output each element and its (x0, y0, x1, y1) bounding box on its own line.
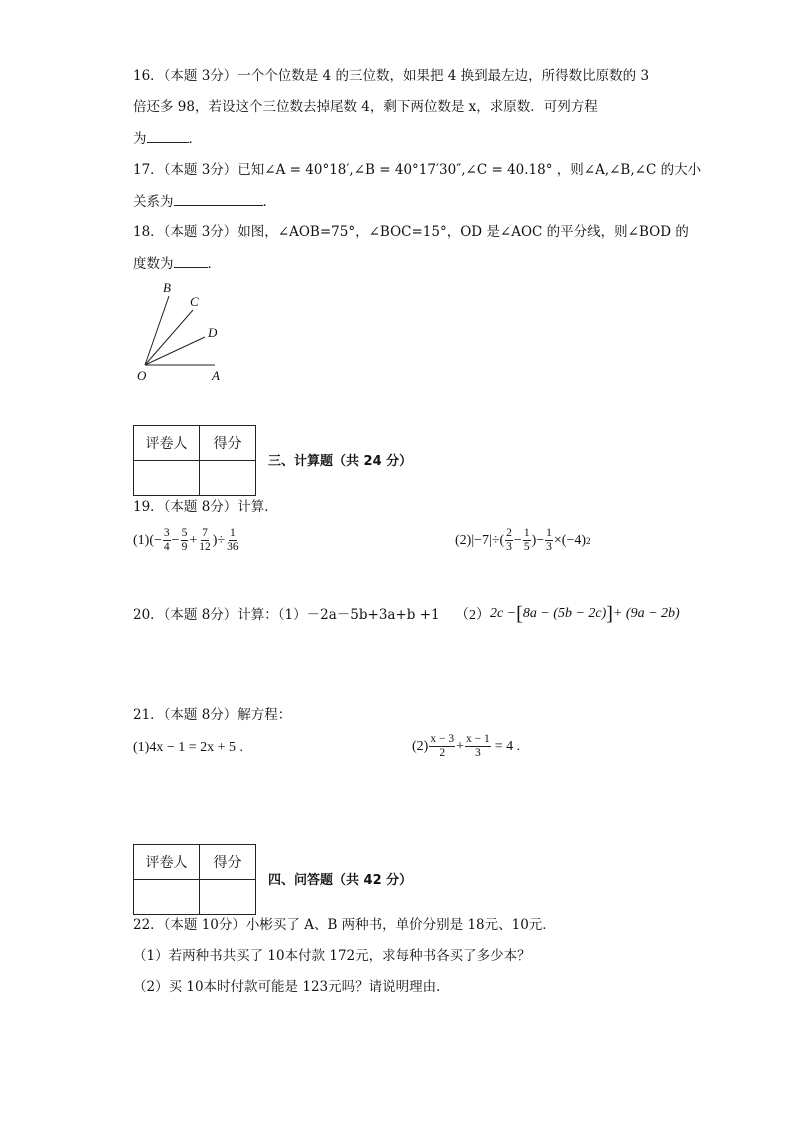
fraction: $\frac{1}{36}$ (227, 527, 239, 553)
label-d: D (208, 325, 218, 340)
q18-answer-blank (174, 253, 208, 268)
label-b: B (163, 280, 171, 295)
label-a: A (212, 368, 220, 383)
q21-p2-label: (2) (412, 738, 429, 754)
q21-p2-tail: = 4 . (494, 738, 521, 754)
ray-oc (145, 310, 193, 365)
q18-line2-prefix: 度数为 (133, 256, 174, 272)
grader-cell (134, 880, 200, 915)
q19-part1 (133, 527, 241, 554)
q16-line2: 倍还多 98，若设这个三位数去掉尾数 4，剩下两位数是 x，求原数．可列方程 (133, 99, 598, 115)
q18-line1: 18．（本题 3分）如图，∠AOB=75°，∠BOC=15°，OD 是∠AOC 的平分线，则∠BOD 的 (133, 224, 689, 240)
q21-title: 21．（本题 8分）解方程： (133, 707, 292, 723)
score-cell (200, 880, 256, 915)
fraction: $\frac{1}{3}$ (546, 527, 552, 553)
q21-p2-plus: + (456, 738, 464, 754)
q17-line2-prefix: 关系为 (133, 194, 174, 210)
q16-line3-prefix: 为 (133, 131, 147, 147)
q17-line2-suffix: ． (262, 194, 276, 210)
ray-ob (145, 296, 169, 365)
fraction: $\frac{2}{3}$ (506, 527, 512, 553)
q16-line1: 16．（本题 3分）一个个位数是 4 的三位数，如果把 4 换到最左边，所得数比原数的 3 (133, 68, 650, 84)
q19-title: 19．（本题 8分）计算． (133, 499, 278, 515)
ray-od (145, 337, 205, 365)
q20-p2-expr-c: + (9a − 2b) (612, 606, 680, 621)
label-o: O (137, 368, 147, 383)
q19-p1-minus2: − (171, 532, 180, 548)
score-cell (200, 461, 256, 496)
q20-p2-label: （2） (455, 608, 490, 623)
q18-line2 (133, 253, 221, 274)
q18-line2-suffix: ． (207, 256, 221, 272)
q19-part2 (455, 527, 591, 554)
q16-line3 (133, 128, 202, 149)
q19-p2-exponent: 2 (586, 535, 591, 546)
q20-title: 20．（本题 8分）计算：（1）－2a－5b+3a+b +1 (133, 607, 440, 623)
q20-p2-expr-a: 2c − (490, 606, 517, 621)
q19-p2-open: (2)|−7|÷( (455, 532, 505, 548)
fraction: $\frac{7}{12}$ (199, 527, 211, 553)
score-header: 得分 (200, 845, 256, 880)
fraction: $\frac{1}{5}$ (523, 527, 530, 553)
q22-part2: （2）买 10本时付款可能是 123元吗？请说明理由． (133, 979, 450, 995)
q22-title: 22．（本题 10分）小彬买了 A、B 两种书，单价分别是 18元、10元． (133, 917, 556, 933)
q19-p2-tail: ×(−4) (553, 532, 587, 548)
section-3-title: 三、计算题（共 24 分） (268, 454, 413, 469)
q16-line3-suffix: ． (188, 131, 202, 147)
q19-p1-minus: − (154, 532, 162, 548)
q20-part2: （2） 2c − [ 8a − (5b − 2c) ] + (9a − 2b) (455, 603, 680, 625)
fraction: $\frac{x - 3}{2}$ (430, 733, 455, 759)
q19-p2-close: )− (531, 532, 545, 548)
angle-figure (130, 276, 240, 386)
section-4-title: 四、问答题（共 42 分） (268, 873, 413, 888)
q22-part1: （1）若两种书共买了 10本付款 172元，求每种书各买了多少本？ (133, 948, 531, 964)
q19-p1-open: (1)( (133, 532, 154, 548)
grader-cell (134, 461, 200, 496)
q19-p2-minus: − (513, 532, 522, 548)
fraction: $\frac{3}{4}$ (163, 527, 170, 553)
q19-p1-plus: + (189, 532, 198, 548)
label-c: C (190, 294, 199, 309)
grader-header: 评卷人 (134, 845, 200, 880)
q20-p2-expr-b: 8a − (5b − 2c) (522, 606, 607, 621)
grader-header: 评卷人 (134, 426, 200, 461)
q17-line1: 17．（本题 3分）已知∠A = 40°18′,∠B = 40°17′30″,∠C = 40.18° ，则∠A,∠B,∠C 的大小 (133, 162, 702, 178)
q16-answer-blank (147, 128, 189, 143)
score-table-4 (133, 844, 256, 915)
q17-line2 (133, 191, 276, 212)
fraction: $\frac{x - 1}{3}$ (465, 733, 490, 759)
score-table-3 (133, 425, 256, 496)
q17-answer-blank (174, 191, 263, 206)
score-header: 得分 (200, 426, 256, 461)
q21-part1: (1)4x − 1 = 2x + 5 . (133, 740, 244, 755)
q21-part2 (412, 733, 520, 760)
fraction: $\frac{5}{9}$ (181, 527, 188, 553)
q19-p1-close: )÷ (212, 532, 226, 548)
